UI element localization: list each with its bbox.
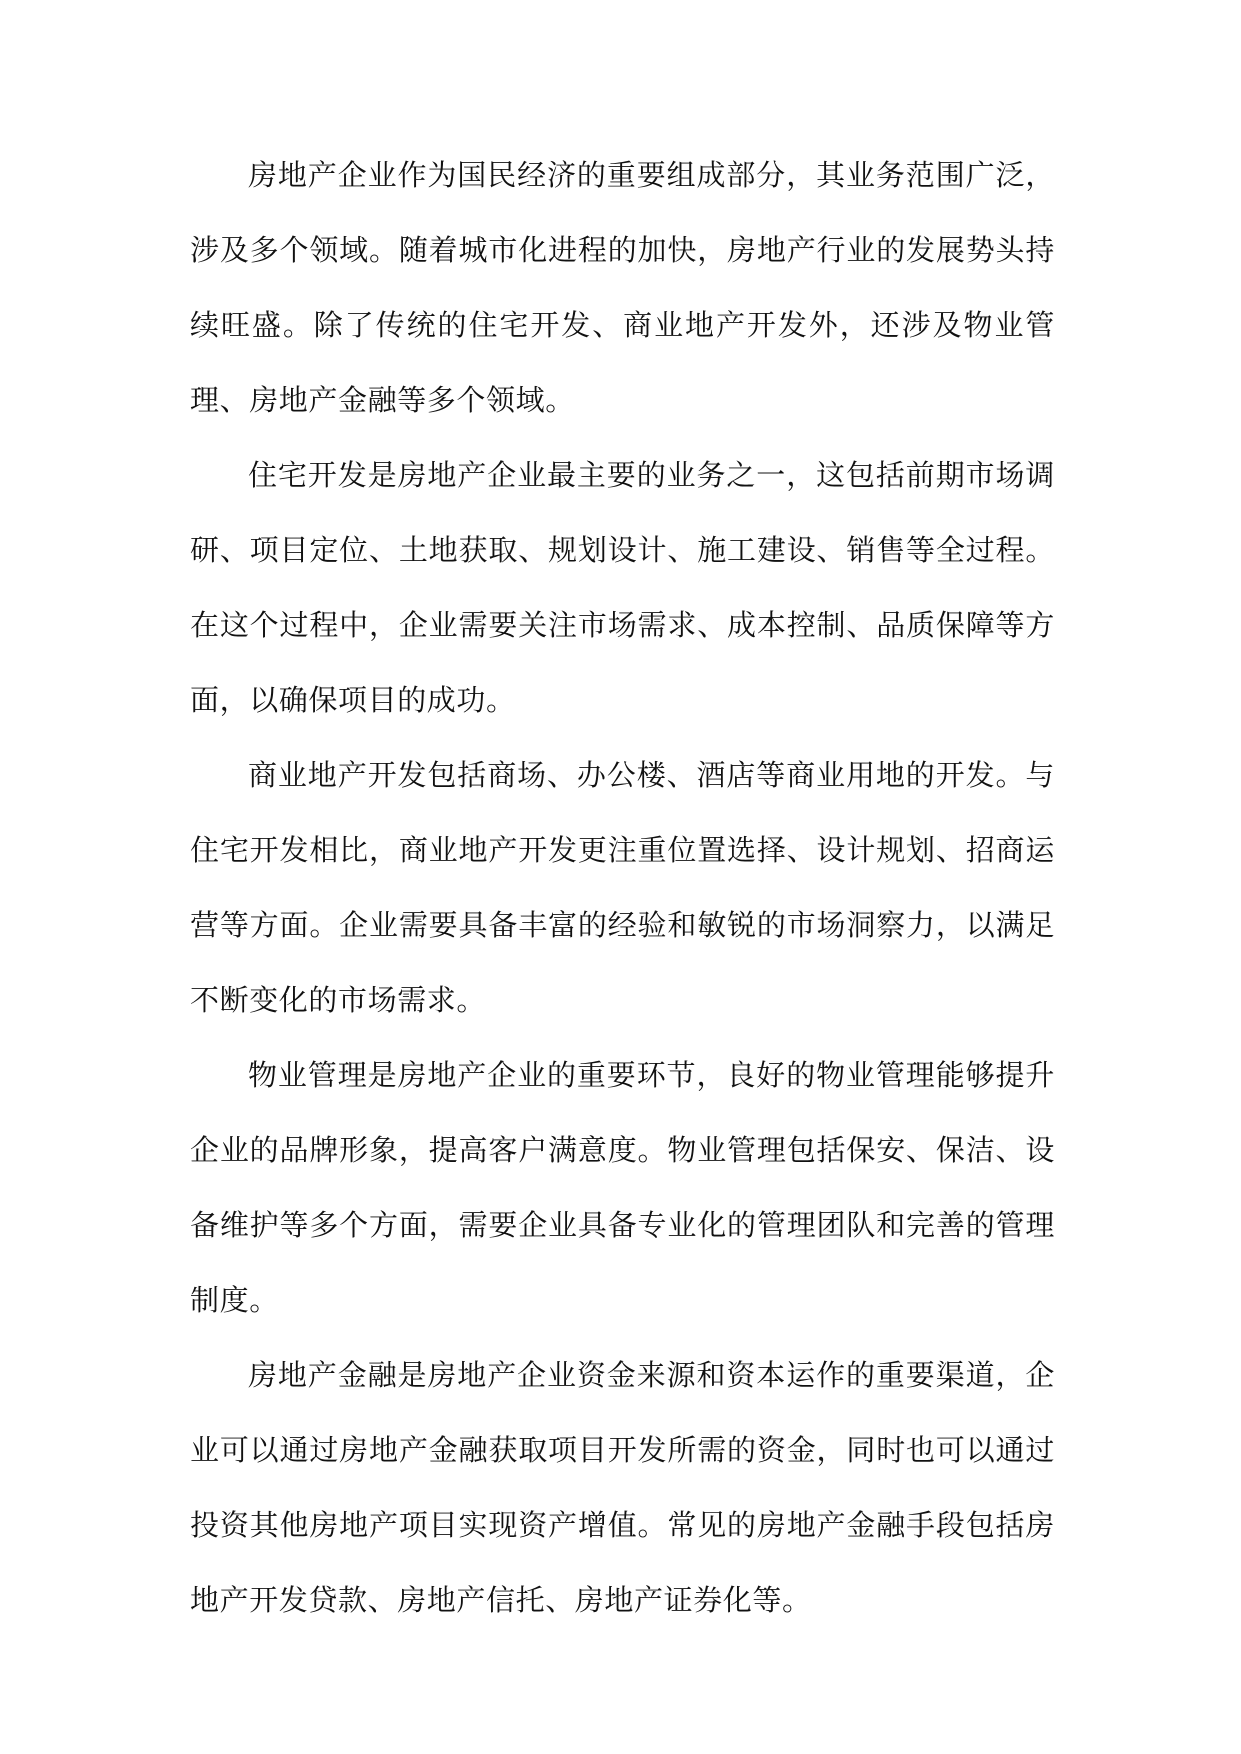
paragraph-residential-development: 住宅开发是房地产企业最主要的业务之一，这包括前期市场调研、项目定位、土地获取、规划设计、施工建设、销售等全过程。在这个过程中，企业需要关注市场需求、成本控制、品质保障等方面，以确保项目的成功。	[190, 458, 1055, 717]
paragraph-intro: 房地产企业作为国民经济的重要组成部分，其业务范围广泛，涉及多个领域。随着城市化进程的加快，房地产行业的发展势头持续旺盛。除了传统的住宅开发、商业地产开发外，还涉及物业管理、房地产金融等多个领域。	[190, 158, 1055, 417]
paragraph-property-management: 物业管理是房地产企业的重要环节，良好的物业管理能够提升企业的品牌形象，提高客户满意度。物业管理包括保安、保洁、设备维护等多个方面，需要企业具备专业化的管理团队和完善的管理制度。	[190, 1058, 1055, 1317]
paragraph-real-estate-finance: 房地产金融是房地产企业资金来源和资本运作的重要渠道，企业可以通过房地产金融获取项目开发所需的资金，同时也可以通过投资其他房地产项目实现资产增值。常见的房地产金融手段包括房地产开发贷款、房地产信托、房地产证券化等。	[190, 1358, 1055, 1617]
paragraph-commercial-development: 商业地产开发包括商场、办公楼、酒店等商业用地的开发。与住宅开发相比，商业地产开发更注重位置选择、设计规划、招商运营等方面。企业需要具备丰富的经验和敏锐的市场洞察力，以满足不断变化的市场需求。	[190, 758, 1055, 1017]
document-body	[190, 138, 1055, 1638]
